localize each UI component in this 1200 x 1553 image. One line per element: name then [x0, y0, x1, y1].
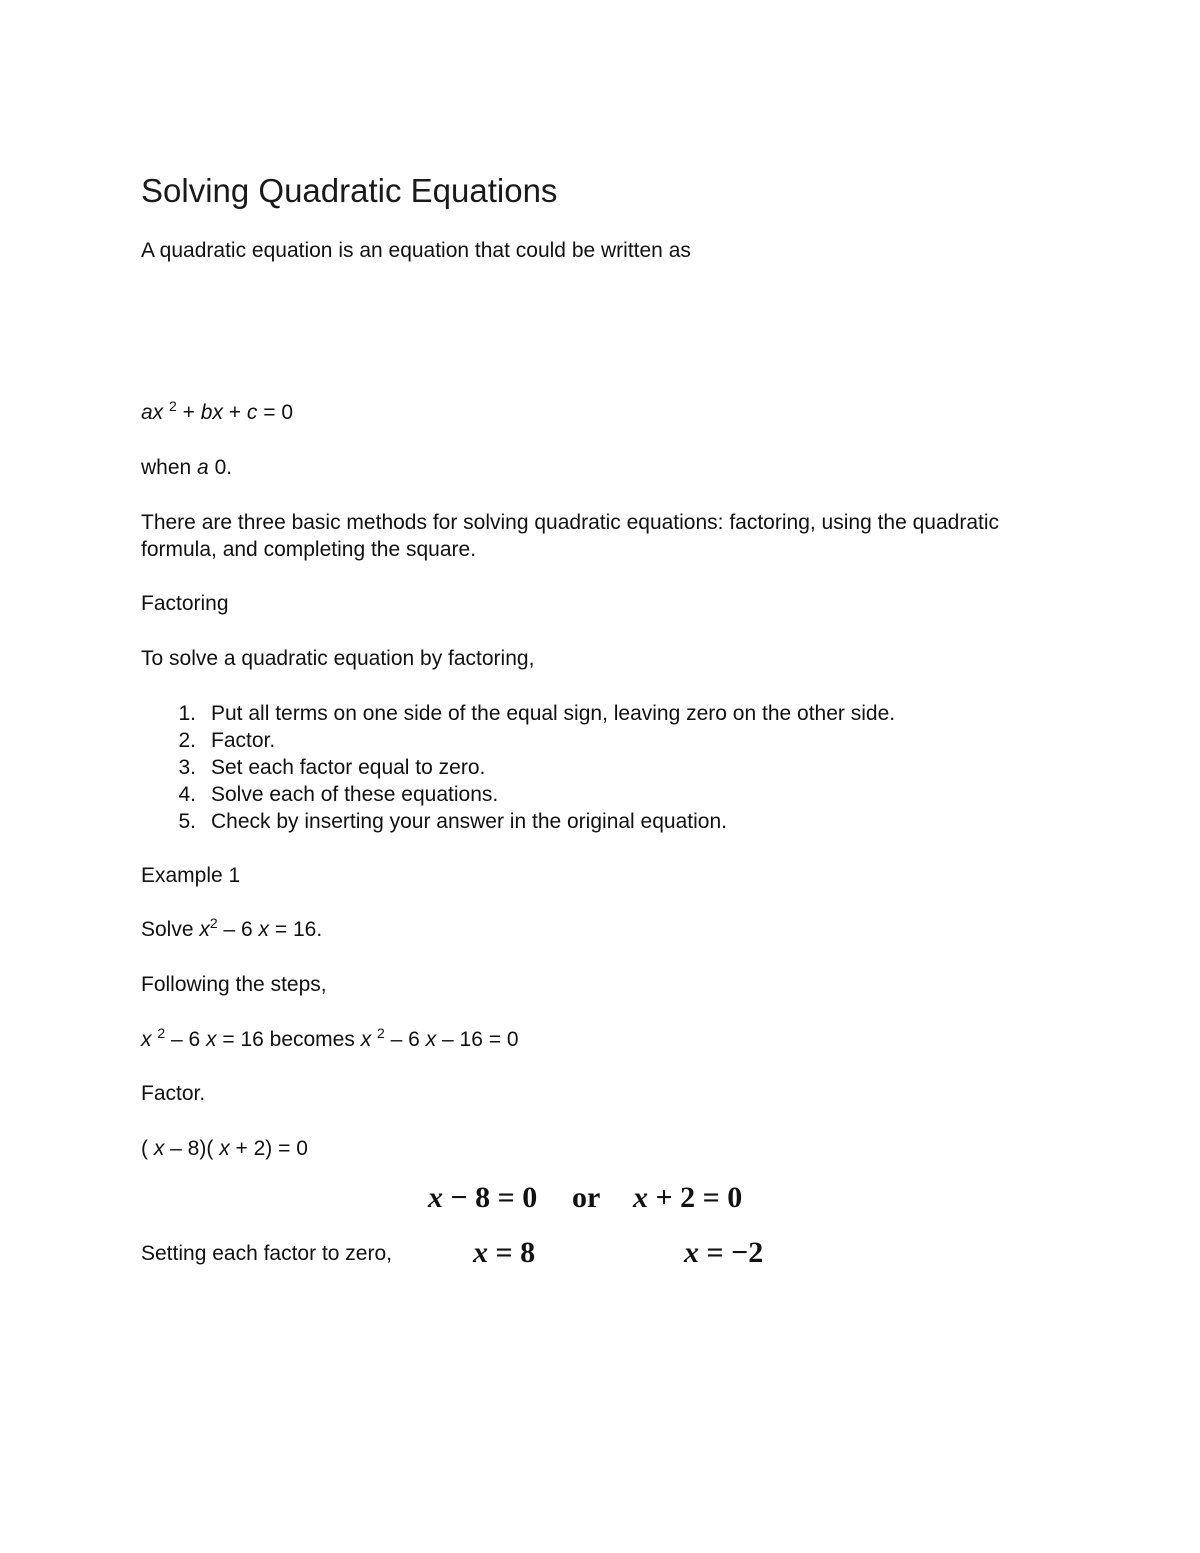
factored-equation: [141, 1135, 308, 1162]
exponent: 2: [157, 1025, 166, 1041]
step-number: 1.: [178, 702, 196, 725]
solution-left: [473, 1235, 535, 1271]
term-bx: bx: [200, 401, 223, 424]
step-text: Solve each of these equations.: [211, 783, 499, 806]
condition-suffix: 0.: [208, 456, 233, 479]
condition-prefix: when: [141, 456, 198, 479]
becomes-part: – 16 = 0: [436, 1028, 519, 1051]
term-ax: ax: [141, 401, 164, 424]
var-x: x: [633, 1181, 648, 1214]
page-title: Solving Quadratic Equations: [141, 172, 558, 209]
term-c: c: [246, 401, 258, 424]
var-x: x: [199, 918, 210, 941]
factored-part: (: [141, 1137, 154, 1160]
var-x: x: [428, 1181, 443, 1214]
list-item: [170, 700, 895, 727]
var-x: x: [219, 1137, 230, 1160]
factoring-heading: Factoring: [141, 592, 229, 615]
factored-part: + 2) = 0: [229, 1137, 308, 1160]
becomes-part: – 6: [165, 1028, 207, 1051]
step-number: 4.: [178, 783, 196, 806]
exponent: 2: [377, 1025, 385, 1041]
condition-var: a: [197, 456, 209, 479]
exponent: 2: [169, 398, 177, 414]
equals-zero: = 0: [257, 401, 294, 424]
equation-right: [633, 1180, 742, 1216]
or-word: or: [572, 1181, 601, 1214]
following-steps-line: Following the steps,: [141, 973, 327, 996]
becomes-line: [141, 1026, 519, 1055]
equation-rest: + 2 = 0: [648, 1181, 743, 1214]
var-x: x: [684, 1236, 699, 1269]
var-x: x: [153, 1137, 165, 1160]
step-text: Put all terms on one side of the equal sign, leaving zero on the other side.: [211, 702, 896, 725]
var-x: x: [141, 1028, 152, 1051]
factoring-intro: To solve a quadratic equation by factoring,: [141, 647, 535, 670]
exponent: 2: [209, 915, 218, 931]
var-x: x: [425, 1028, 437, 1051]
solution-rest: = 8: [488, 1236, 536, 1269]
list-item: [170, 754, 895, 781]
equation-rest: − 8 = 0: [443, 1181, 538, 1214]
solve-suffix: = 16.: [269, 918, 323, 941]
intro-paragraph: A quadratic equation is an equation that could be written as: [141, 239, 691, 262]
var-x: x: [360, 1028, 372, 1051]
condition-line: [141, 454, 232, 481]
solution-right: [684, 1235, 763, 1271]
step-number: 2.: [178, 729, 196, 752]
step-number: 5.: [178, 810, 196, 833]
becomes-part: – 6: [384, 1028, 426, 1051]
setting-label: Setting each factor to zero,: [141, 1242, 392, 1265]
example-heading: Example 1: [141, 864, 241, 887]
solve-prefix: Solve: [141, 918, 200, 941]
equation-left: [428, 1180, 537, 1216]
becomes-part: = 16 becomes: [216, 1028, 361, 1051]
methods-paragraph: There are three basic methods for solving quadratic equations: factoring, using the quadratic formula, and completing the square.: [141, 511, 999, 561]
step-number: 3.: [178, 756, 196, 779]
solution-rest: = −2: [699, 1236, 764, 1269]
step-text: Check by inserting your answer in the original equation.: [211, 810, 727, 833]
factoring-steps-list: [170, 700, 895, 835]
var-x: x: [473, 1236, 488, 1269]
factored-part: – 8)(: [164, 1137, 220, 1160]
standard-form-equation: [141, 399, 293, 428]
list-item: [170, 727, 895, 754]
var-x: x: [206, 1028, 217, 1051]
equation-or: [572, 1180, 600, 1216]
var-x: x: [258, 918, 270, 941]
list-item: [170, 808, 895, 835]
plus-sign: +: [176, 401, 201, 424]
list-item: [170, 781, 895, 808]
solve-line: [141, 916, 322, 945]
solve-mid: – 6: [217, 918, 259, 941]
step-text: Set each factor equal to zero.: [211, 756, 486, 779]
plus-sign: +: [222, 401, 247, 424]
step-text: Factor.: [211, 729, 276, 752]
factor-label: Factor.: [141, 1082, 206, 1105]
